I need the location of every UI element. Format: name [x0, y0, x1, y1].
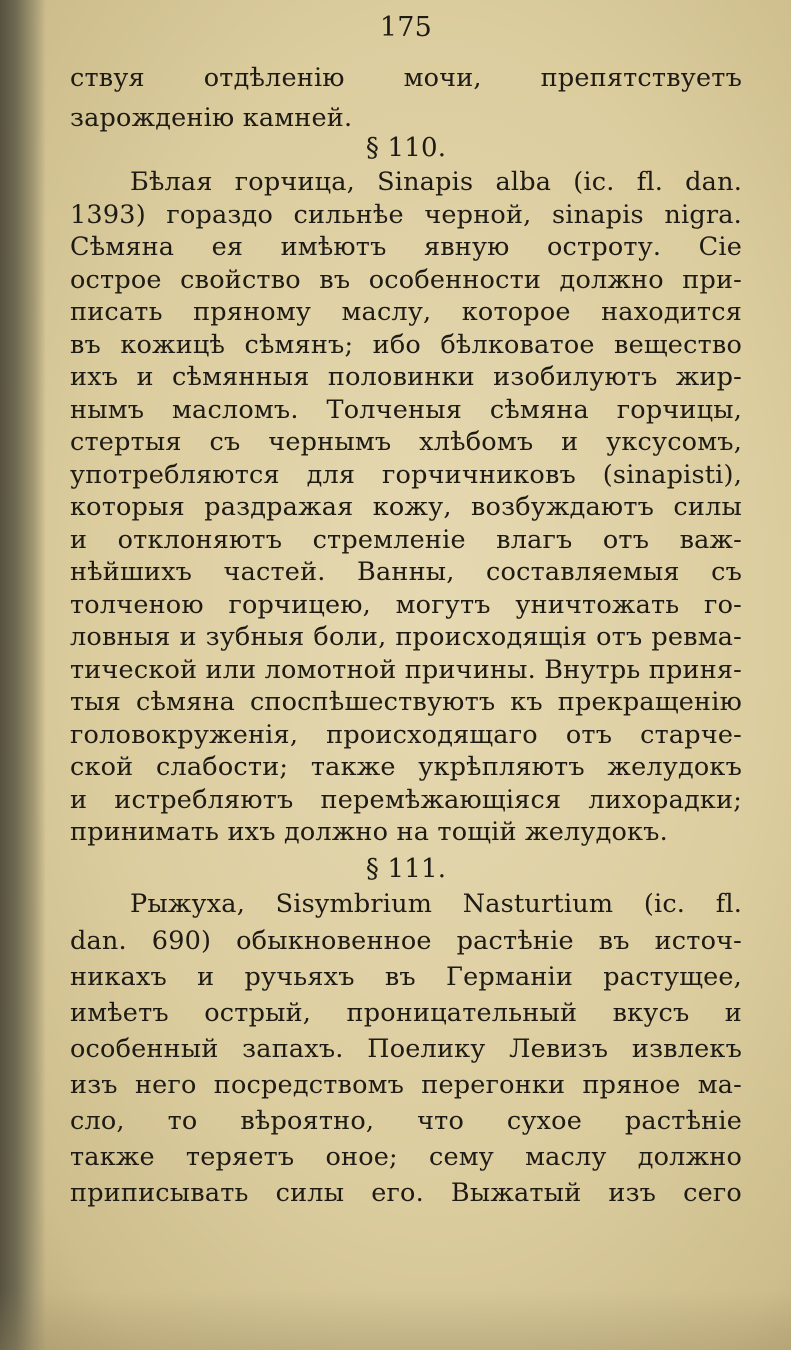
page-bottom-shadow [0, 1290, 791, 1350]
text-line: ихъ и сѣмянныя половинки изобилуютъ жир- [70, 362, 742, 392]
text-line: головокруженія, происходящаго отъ старче- [70, 720, 742, 750]
text-line: Бѣлая горчица, Sinapis alba (ic. fl. dan. [130, 167, 742, 197]
text-line: особенный запахъ. Поелику Левизъ извлекъ [70, 1034, 742, 1064]
text-line: сло, то вѣроятно, что сухое растѣніе [70, 1106, 742, 1136]
text-line: нѣйшихъ частей. Ванны, составляемыя съ [70, 557, 742, 587]
text-line: dan. 690) обыкновенное растѣніе въ источ- [70, 926, 742, 956]
text-line: зарожденію камней. [70, 103, 353, 133]
text-line: Сѣмяна ея имѣютъ явную остроту. Сіе [70, 232, 742, 262]
text-line: ствуя отдѣленію мочи, препятствуетъ [70, 63, 742, 93]
text-line: нымъ масломъ. Толченыя сѣмяна горчицы, [70, 395, 742, 425]
text-line: Рыжуха, Sisymbrium Nasturtium (ic. fl. [130, 889, 742, 919]
page-gutter-shadow [0, 0, 46, 1350]
text-line: 1393) гораздо сильнѣе черной, sinapis nigra. [70, 200, 742, 230]
text-line: принимать ихъ должно на тощій желудокъ. [70, 817, 668, 847]
text-line: и отклоняютъ стремленіе влагъ отъ важ- [70, 525, 742, 555]
section-heading: § 110. [365, 133, 447, 163]
text-line: также теряетъ оное; сему маслу должно [70, 1142, 742, 1172]
text-line: ской слабости; также укрѣпляютъ желудокъ [70, 752, 742, 782]
page-number: 175 [379, 12, 433, 43]
text-line: и истребляютъ перемѣжающіяся лихорадки; [70, 785, 742, 815]
text-line: толченою горчицею, могутъ уничтожать го- [70, 590, 742, 620]
text-line: писать пряному маслу, которое находится [70, 297, 742, 327]
text-line: тыя сѣмяна споспѣшествуютъ къ прекращенію [70, 687, 742, 717]
text-line: ловныя и зубныя боли, происходящія отъ ревма- [70, 622, 742, 652]
text-line: приписывать силы его. Выжатый изъ сего [70, 1178, 742, 1208]
text-line: тической или ломотной причины. Внутрь приня- [70, 655, 742, 685]
text-line: которыя раздражая кожу, возбуждаютъ силы [70, 492, 742, 522]
text-line: употребляются для горчичниковъ (sinapisti), [70, 460, 742, 490]
section-heading: § 111. [365, 854, 447, 884]
text-line: никахъ и ручьяхъ въ Германіи растущее, [70, 962, 742, 992]
text-line: острое свойство въ особенности должно при- [70, 265, 742, 295]
text-line: имѣетъ острый, проницательный вкусъ и [70, 998, 742, 1028]
text-line: изъ него посредствомъ перегонки пряное ма- [70, 1070, 742, 1100]
text-line: стертыя съ чернымъ хлѣбомъ и уксусомъ, [70, 427, 742, 457]
text-line: въ кожицѣ сѣмянъ; ибо бѣлковатое вещество [70, 330, 742, 360]
